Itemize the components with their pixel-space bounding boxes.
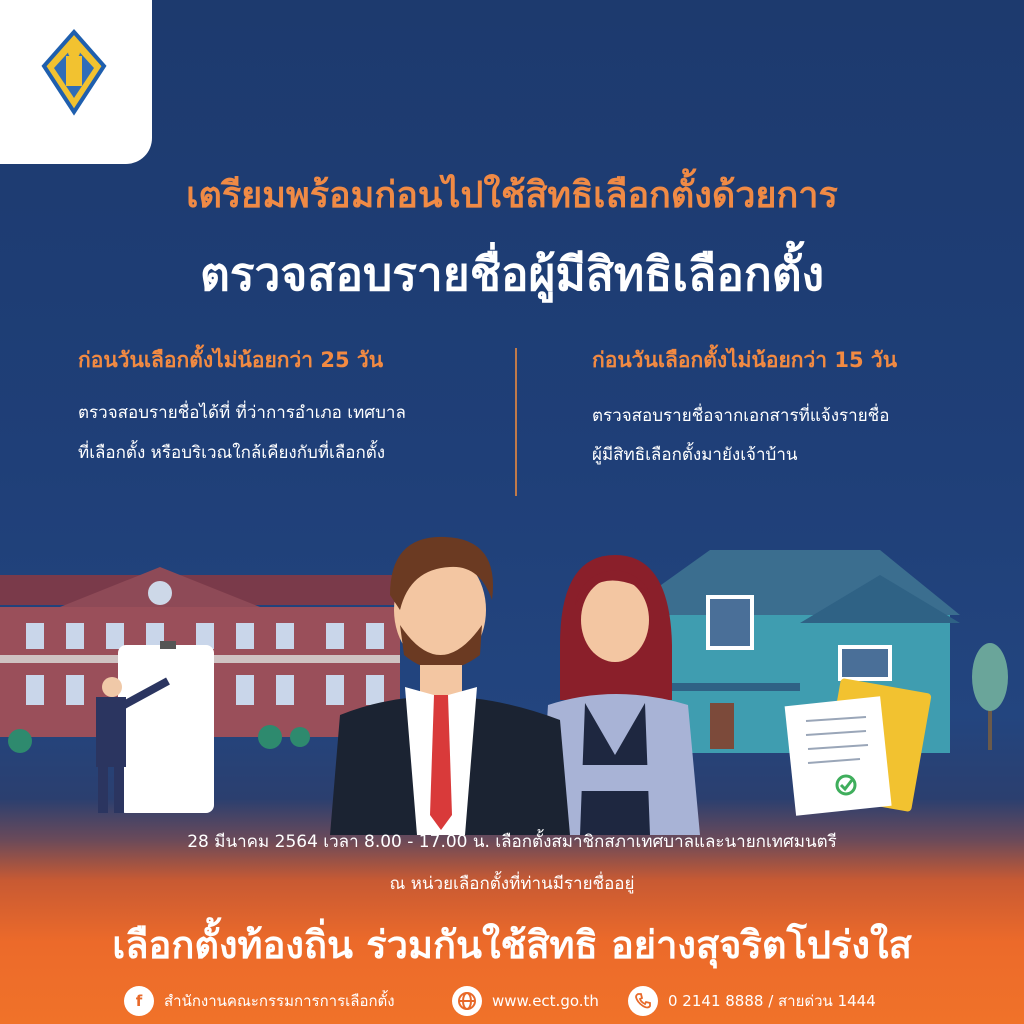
headline-line2: ตรวจสอบรายชื่อผู้มีสิทธิเลือกตั้ง <box>199 247 825 301</box>
footer-phone[interactable] <box>628 985 876 1017</box>
column-divider <box>515 348 517 496</box>
footer-facebook-text: สำนักงานคณะกรรมการการเลือกตั้ง <box>164 992 395 1010</box>
ect-emblem-icon <box>0 0 152 164</box>
polling-place-line: ณ หน่วยเลือกตั้งที่ท่านมีรายชื่ออยู่ <box>389 874 635 894</box>
slogan: เลือกตั้งท้องถิ่น ร่วมกันใช้สิทธิ อย่างสุจริตโปร่งใส <box>112 923 912 967</box>
right-col-line1: ตรวจสอบรายชื่อจากเอกสารที่แจ้งรายชื่อ <box>592 406 890 426</box>
right-col-line2: ผู้มีสิทธิเลือกตั้งมายังเจ้าบ้าน <box>592 445 798 465</box>
globe-icon <box>452 986 482 1016</box>
phone-icon <box>628 986 658 1016</box>
footer-website-text: www.ect.go.th <box>492 992 599 1010</box>
election-date-line: 28 มีนาคม 2564 เวลา 8.00 - 17.00 น. เลือกตั้งสมาชิกสภาเทศบาลและนายกเทศมนตรี <box>187 832 837 852</box>
left-col-line2: ที่เลือกตั้ง หรือบริเวณใกล้เคียงกับที่เลือกตั้ง <box>78 443 386 463</box>
logo-box <box>0 0 152 164</box>
footer-facebook[interactable] <box>124 985 395 1017</box>
illustration-scene <box>0 515 1024 835</box>
right-col-title: ก่อนวันเลือกตั้งไม่น้อยกว่า 15 วัน <box>592 348 898 372</box>
facebook-icon: f <box>124 986 154 1016</box>
footer-phone-text: 0 2141 8888 / สายด่วน 1444 <box>668 992 876 1010</box>
headline-line1: เตรียมพร้อมก่อนไปใช้สิทธิเลือกตั้งด้วยการ <box>186 175 838 216</box>
footer-website[interactable] <box>452 985 599 1017</box>
left-col-line1: ตรวจสอบรายชื่อได้ที่ ที่ว่าการอำเภอ เทศบาล <box>78 403 406 423</box>
left-col-title: ก่อนวันเลือกตั้งไม่น้อยกว่า 25 วัน <box>78 348 384 372</box>
